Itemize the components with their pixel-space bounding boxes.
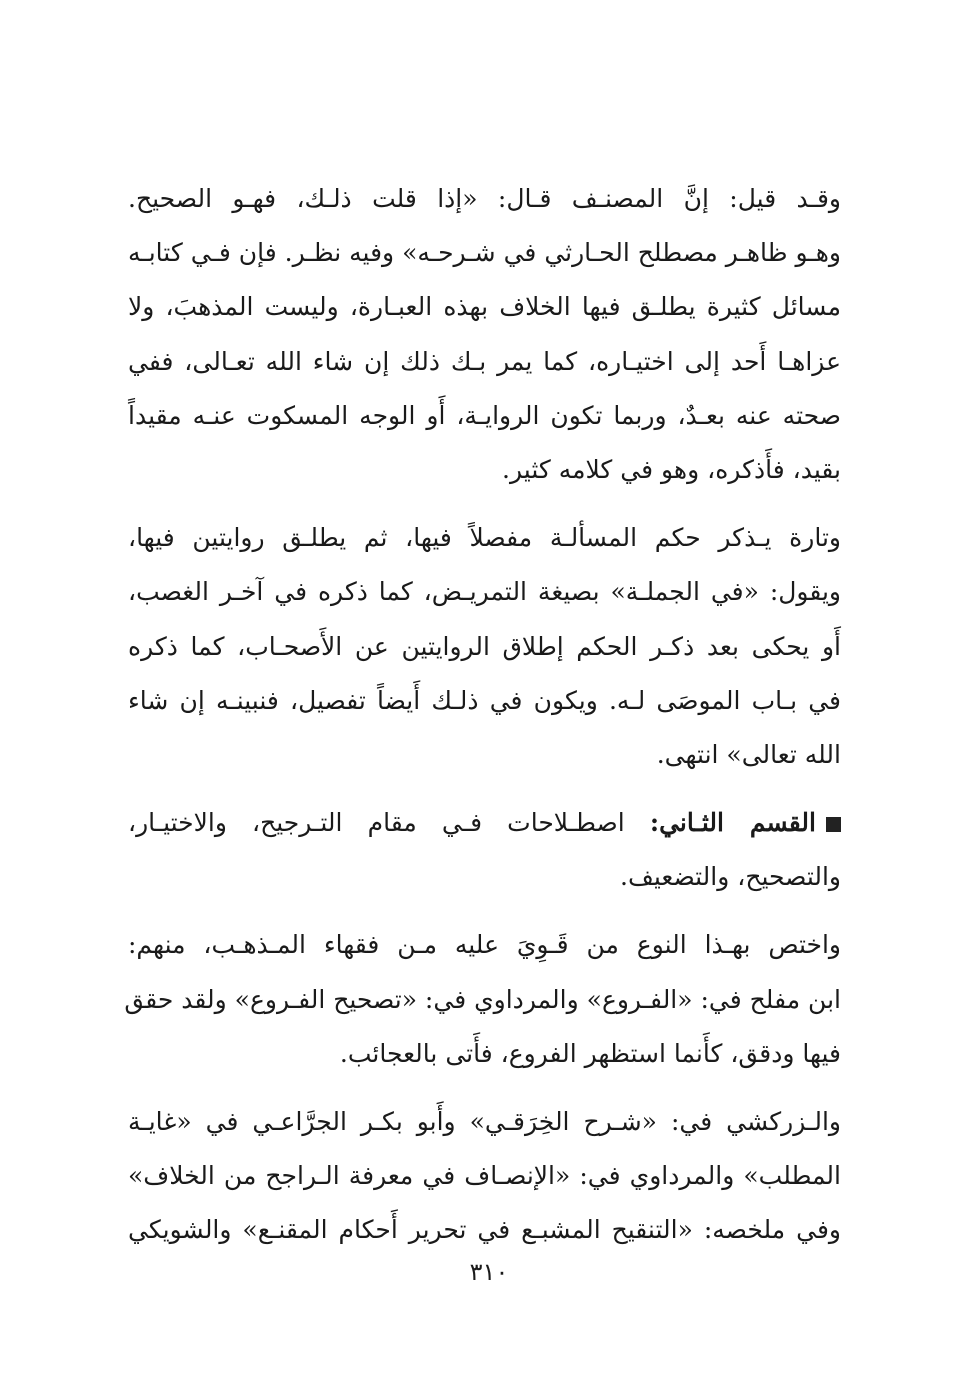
body-text (124, 172, 841, 1272)
text-line: وتارة يـذكر حكم المسألـة مفصلاً فيها، ثم يطلـق روايتين فيها، (128, 523, 841, 553)
section-heading-line (128, 796, 841, 850)
text-line: بقيد، فأَذكره، وهو في كلامه كثير. (502, 454, 841, 484)
text-line: ابن مفلح في: «الفـروع» والمرداوي في: «تصحيح الفـروع» ولقد حقق (124, 984, 841, 1014)
paragraph-5 (128, 1095, 841, 1258)
text-line: فيها ودقق، كأَنما استظهر الفروع، فأَتى بالعجائب. (339, 1038, 841, 1068)
text-line: والتصحيح، والتضعيف. (620, 862, 841, 892)
text-line: عزاهـا أَحد إلى اختيـاره، كما يمر بـك ذلك إن شاء الله تعـالى، ففي (128, 346, 841, 376)
text-line: مسائل كثيرة يطلـق فيها الخلاف بهذه العبـارة، وليست المذهبَ، ولا (128, 292, 841, 322)
text-line: وهـو ظاهـر مصطلح الحـارثي في شـرحـه» وفيه نظـر. فإن فـي كتابـه (128, 238, 841, 268)
text-line: وفي ملخصه: «التنقيح المشبـع في تحرير أَحكام المقنـع» والشويكي (128, 1215, 841, 1245)
text-line: ويقول: «في الجملـة» بصيغة التمريـض، كما ذكره في آخـر الغصب، (128, 577, 841, 607)
text-line: والـزركشي في: «شـرح الخِرَقـي» وأَبو بكـر الجرَّاعـي في «غايـة (128, 1107, 841, 1136)
paragraph-3-section-heading (128, 796, 841, 904)
text-line: واختص بهـذا النوع من قَـوِيَ عليه مـن فقهاء المـذهـب، منهم: (128, 930, 841, 960)
page-number: ٣١٠ (469, 1258, 509, 1286)
text-line: في بـاب الموصَى لـه. ويكون في ذلـك أَيضاً تفصيل، فنبينـه إن شاء (128, 685, 841, 715)
text-line: صحته عنه بعـدٌ، وربما تكون الروايـة، أَو الوجه المسكوت عنـه مقيداً (128, 400, 841, 430)
black-square-bullet-icon (826, 817, 841, 832)
text-line: وقـد قيل: إنَّ المصنـف قـال: «إذا قلت ذلـك، فهـو الصحيح. (128, 184, 841, 213)
text-line: الله تعالى» انتهى. (656, 739, 841, 769)
text-line: المطلب» والمرداوي في: «الإنصـاف في معرفة الـراجح من الخلاف» (128, 1161, 841, 1191)
text-span: اصطـلاحات فـي مقام التـرجيح، والاختيـار، (128, 808, 650, 838)
text-line: أَو يحكى بعد ذكـر الحكم إطلاق الروايتين عن الأَصحـاب، كما ذكره (128, 631, 841, 661)
section-heading: القسم الثـاني: (649, 808, 816, 838)
paragraph-1 (128, 172, 841, 497)
paragraph-4 (124, 918, 841, 1081)
paragraph-2 (128, 511, 841, 782)
